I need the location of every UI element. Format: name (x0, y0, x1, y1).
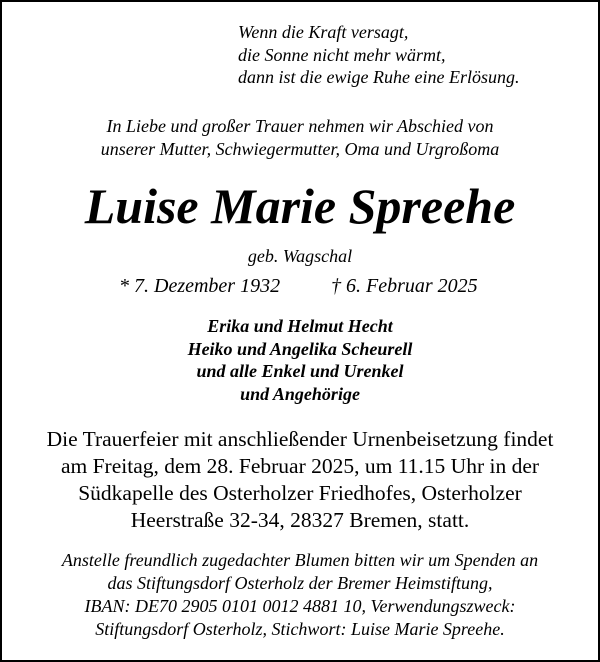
poem-line: die Sonne nicht mehr wärmt, (238, 44, 446, 65)
farewell-intro (2, 115, 598, 161)
ceremony-line: am Freitag, dem 28. Februar 2025, um 11.15 Uhr in der (60, 454, 540, 478)
family-line: Heiko und Angelika Scheurell (187, 338, 413, 359)
family-line: Erika und Helmut Hecht (207, 316, 393, 336)
family-line: und Angehörige (240, 383, 360, 404)
funeral-ceremony-info (2, 426, 598, 534)
deceased-name: Luise Marie Spreehe (84, 178, 516, 234)
family-line: und alle Enkel und Urenkel (196, 361, 404, 381)
birth-date: * 7. Dezember 1932 (119, 275, 281, 297)
intro-line: In Liebe und großer Trauer nehmen wir Abschied von (106, 116, 494, 136)
intro-line: unserer Mutter, Schwiegermutter, Oma und Urgroßoma (100, 139, 500, 159)
donation-line: Stiftungsdorf Osterholz, Stichwort: Luise Marie Spreehe. (95, 619, 505, 639)
ceremony-line: Die Trauerfeier mit anschließender Urnenbeisetzung findet (46, 427, 554, 451)
donation-request (2, 549, 598, 641)
poem (238, 21, 519, 89)
donation-line: das Stiftungsdorf Osterholz der Bremer Heimstiftung, (107, 573, 493, 593)
death-date: † 6. Februar 2025 (331, 275, 478, 297)
birth-name: geb. Wagschal (247, 246, 353, 266)
poem-line: dann ist die ewige Ruhe eine Erlösung. (238, 67, 520, 87)
ceremony-line: Heerstraße 32-34, 28327 Bremen, statt. (130, 508, 470, 532)
donation-line: Anstelle freundlich zugedachter Blumen bitten wir um Spenden an (61, 550, 539, 570)
ceremony-line: Südkapelle des Osterholzer Friedhofes, Osterholzer (78, 481, 522, 505)
family-mourners (2, 315, 598, 405)
donation-line: IBAN: DE70 2905 0101 0012 4881 10, Verwendungszweck: (84, 596, 516, 616)
poem-line: Wenn die Kraft versagt, (238, 22, 409, 42)
